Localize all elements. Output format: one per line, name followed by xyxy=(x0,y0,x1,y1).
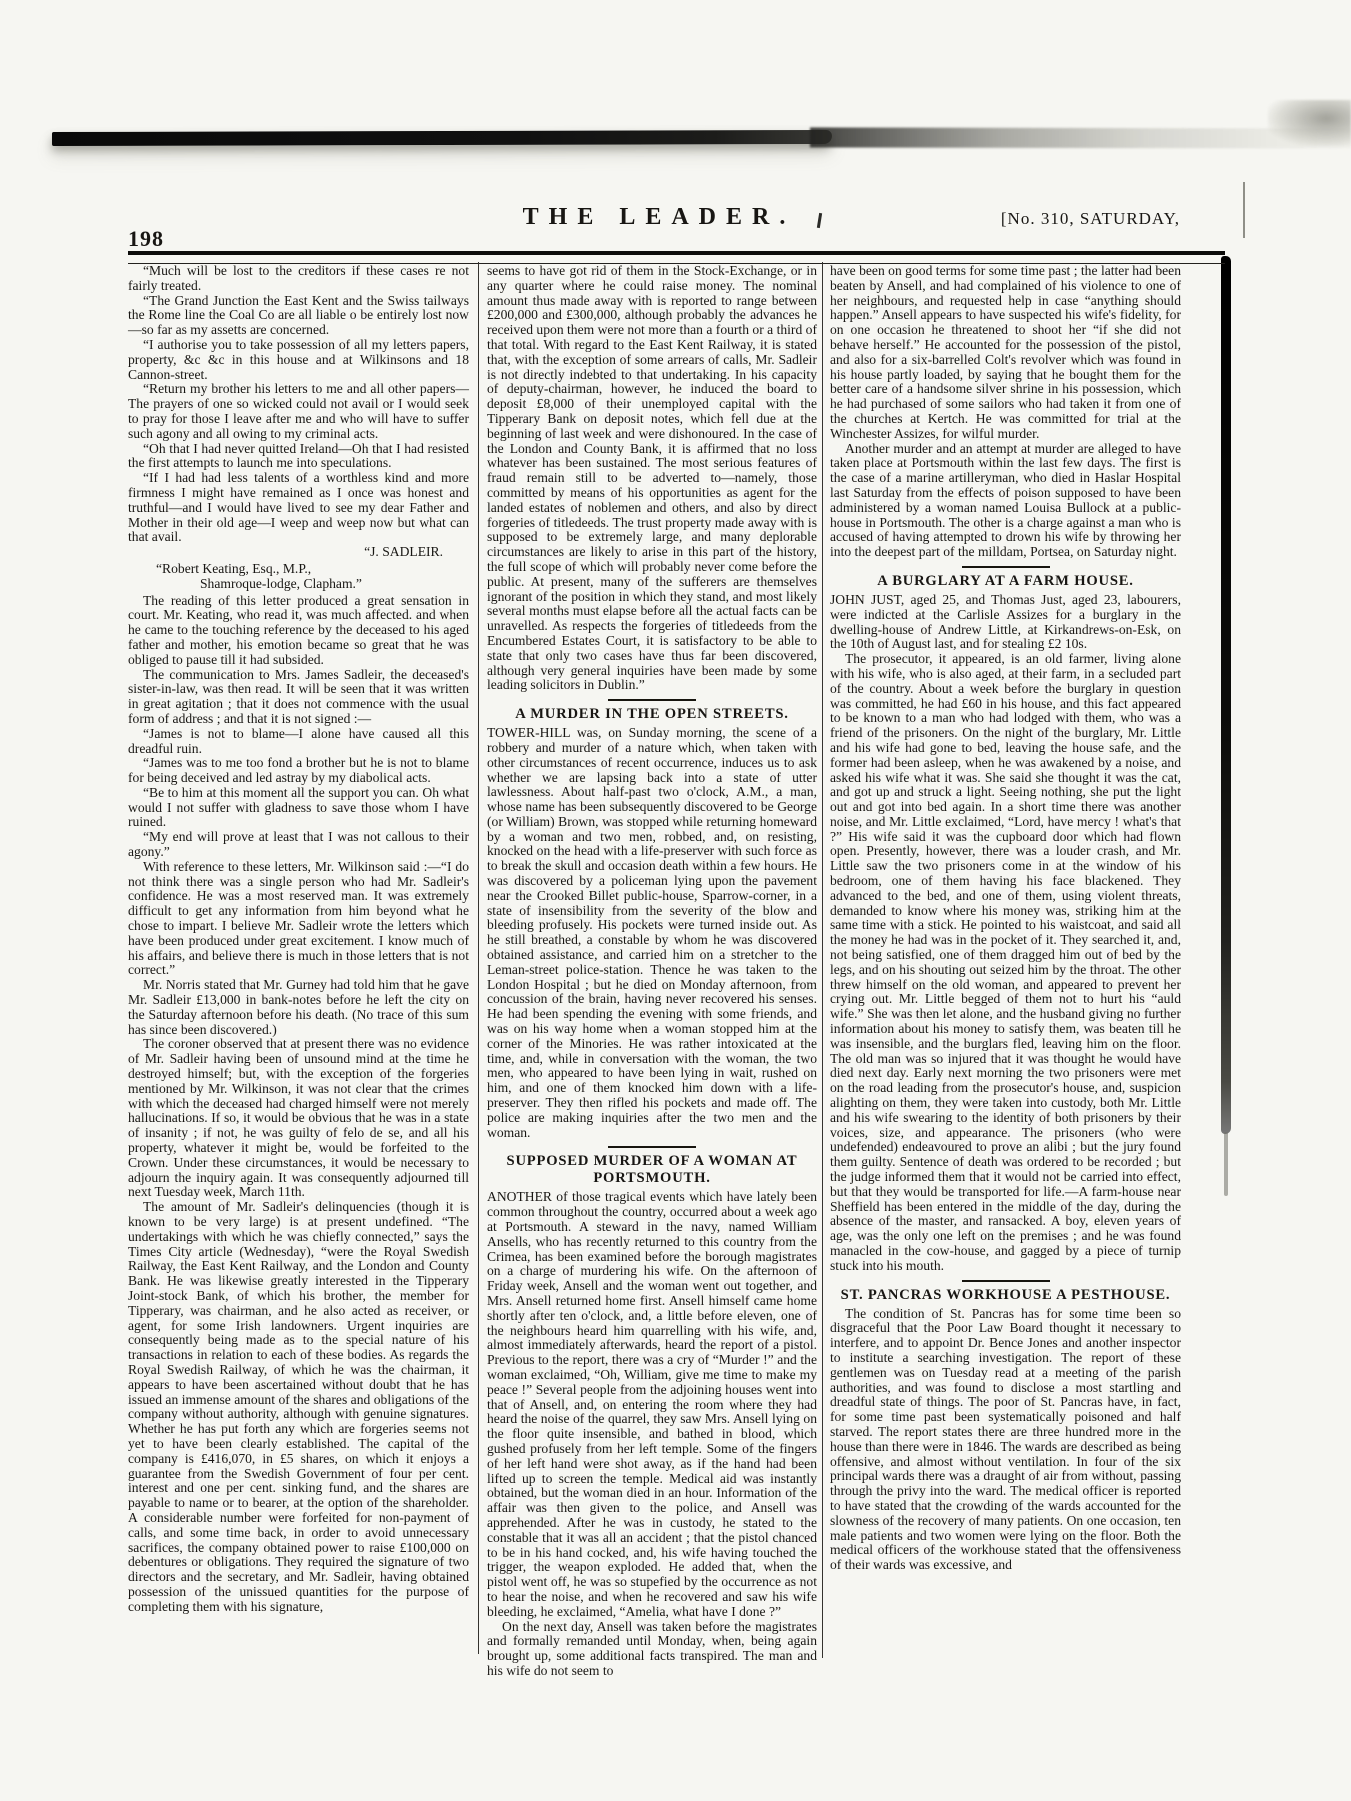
article-paragraph: “My end will prove at least that I was not callous to their agony.” xyxy=(128,829,469,860)
article-paragraph: seems to have got rid of them in the Stock-Exchange, or in any quarter where he could raise money. The nominal amount thus made away with is reported to range between £200,000 and £300,000, although probably the advances he received upon them were not more than a fourth or a third of that total. With regard to the East Kent Railway, it is stated that, with the exception of some arrears of calls, Mr. Sadleir is not directly indebted to that undertaking. In his capacity of deputy-chairman, however, he induced the board to deposit £8,000 of their unemployed capital with the Tipperary Bank on deposit notes, which fell due at the beginning of last week and were dishonoured. In the case of the London and County Bank, it is affirmed that no loss whatever has been sustained. The most serious features of fraud remain still to be adverted to—namely, those committed by means of his opportunities as agent for the landed estates of noblemen and others, and also by direct forgeries of titledeeds. The trust property made away with is supposed to be extremely large, and many deplorable circumstances are likely to arise in this part of the history, the full scope of which will probably never come before the public. At present, many of the sufferers are themselves ignorant of the position in which they stand, and most likely several months must elapse before all the actual facts can be unravelled. As respects the forgeries of titledeeds from the Encumbered Estates Court, it is satisfactory to be able to state that only two cases have thus far been discovered, although very general inquiries have been made by some leading solicitors in Dublin.” xyxy=(487,263,817,693)
article-paragraph: “Oh that I had never quitted Ireland—Oh that I had resisted the first attempts to launch me into speculations. xyxy=(128,440,469,471)
article-headline: SUPPOSED MURDER OF A WOMAN AT PORTSMOUTH. xyxy=(506,1153,798,1187)
article-paragraph: The prosecutor, it appeared, is an old farmer, living alone with his wife, who is also aged, at their farm, in a secluded part of the country. About a week before the burglary in question was committed, he had £60 in his house, and this fact appeared to be known to a man who had lodged with them, who was a friend of the prisoners. On the night of the burglary, Mr. Little and his wife had gone to bed, leaving the house safe, and the former had been asleep, when he was awakened by a noise, and asked his wife what it was. She said she thought it was the cat, and got up and struck a light. Seeing nothing, she put the light out and got into bed again. In a short time there was another noise, and Mr. Little exclaimed, “Lord, have mercy ! what's that ?” His wife said it was the cupboard door which had flown open. Presently, however, there was a louder crash, and Mr. Little saw the two prisoners come in at the window of his bedroom, one of them having his face blackened. They advanced to the bed, and one of them, using violent threats, demanded to know where his money was, striking him at the same time with a stick. He pointed to his waistcoat, and said all the money he had was in the pocket of it. They searched it, and, not being satisfied, one of them dragged him out of bed by the legs, and on his shouting out seized him by the throat. The other threw himself on the old woman, and appeared to prevent her crying out. Mr. Little begged of them not to hurt his “auld wife.” She was then let alone, and the husband giving no further information about his money to satisfy them, was beaten till he was insensible, and the burglars fled, leaving him on the floor. The old man was so injured that it was thought he would have died next day. Early next morning the two prisoners were met on the road leading from the prosecutor's house, and, suspicion alighting on them, they were taken into custody, both Mr. Little and his wife swearing to the identity of both prisoners by their voices, size, and appearance. The prisoners (who were undefended) endeavoured to prove an alibi ; but the jury found them guilty. Sentence of death was ordered to be recorded ; but the judge informed them that it would not be carried into effect, but that they would be transported for life.—A farm-house near Sheffield has been entered in the middle of the day, during the absence of the master, and ransacked. A boy, eleven years of age, was the only one left on the premises ; and he was found manacled in the cow-house, and gagged by a piece of turnip stuck into his mouth. xyxy=(830,651,1181,1273)
article-separator-rule xyxy=(962,566,1050,568)
article-paragraph: On the next day, Ansell was taken before the magistrates and formally remanded until Monday, when, being again brought up, some additional facts transpired. The man and his wife do not seem to xyxy=(487,1618,817,1678)
text-column-1 xyxy=(128,264,469,1615)
article-headline: A BURGLARY AT A FARM HOUSE. xyxy=(877,572,1134,589)
article-paragraph: JOHN JUST, aged 25, and Thomas Just, aged 23, labourers, were indicted at the Carlisle Assizes for a burglary in the dwelling-house of Andrew Little, at Kirkandrews-on-Esk, on the 10th of August last, and for stealing £2 10s. xyxy=(830,591,1181,652)
column-divider-rule-1 xyxy=(478,262,479,1654)
article-paragraph: “The Grand Junction the East Kent and the Swiss tailways the Rome line the Coal Co are all liable o be entirely lost now—so far as my assetts are concerned. xyxy=(128,292,469,338)
page-number: 198 xyxy=(128,226,164,251)
text-column-2 xyxy=(487,264,817,1679)
letter-address-line: Shamroque-lodge, Clapham.” xyxy=(200,575,362,591)
article-paragraph: “James is not to blame—I alone have caused all this dreadful ruin. xyxy=(128,725,469,756)
article-paragraph: Mr. Norris stated that Mr. Gurney had told him that he gave Mr. Sadleir £13,000 in bank-notes before he left the city on the Saturday afternoon before his death. (No trace of this sum has since been discovered.) xyxy=(128,977,469,1037)
article-headline: ST. PANCRAS WORKHOUSE A PESTHOUSE. xyxy=(840,1286,1171,1303)
issue-number-date: [No. 310, SATURDAY, xyxy=(1000,209,1180,228)
article-separator-rule xyxy=(608,699,696,701)
article-paragraph: The amount of Mr. Sadleir's delinquencies (though it is known to be very large) is at present undefined. “The undertakings with which he was chiefly connected,” says the Times City article (Wednesday), “were the Royal Swedish Railway, the East Kent Railway, and the London and County Bank. He was likewise greatly interested in the Tipperary Joint-stock Bank, of which his brother, the member for Tipperary, was chairman, and he also acted as receiver, or agent, for some Irish landowners. Urgent inquiries are consequently being made as to the special nature of his transactions in relation to each of these bodies. As regards the Royal Swedish Railway, of which he was the chairman, it appears to have been ascertained without doubt that he has issued an immense amount of the shares and obligations of the company without authority, although with genuine signatures. Whether he has put forth any which are forgeries seems not yet to have been clearly established. The capital of the company is £416,070, in £5 shares, on which it enjoys a guarantee from the Swedish Government of four per cent. interest and one per cent. sinking fund, and the shares are payable to name or to bearer, at the option of the shareholder. A considerable number were forfeited for non-payment of calls, and some time back, in order to avoid unnecessary sacrifices, the company obtained power to raise £100,000 on debentures or obligations. They required the signature of two directors and the secretary, and Mr. Sadleir, having obtained possession of the unissued quantities for the purpose of completing them with his signature, xyxy=(128,1199,469,1614)
article-paragraph: “Be to him at this moment all the support you can. Oh what would I not suffer with gladness to save those whom I have ruined. xyxy=(128,784,469,830)
article-paragraph: Another murder and an attempt at murder are alleged to have taken place at Portsmouth within the last few days. The first is the case of a marine artilleryman, who died in Haslar Hospital last Saturday from the effects of poison supposed to have been administered by a woman named Louisa Bullock at a public-house in Portsmouth. The other is a charge against a man who is accused of having attempted to drown his wife by throwing her into the deepest part of the milldam, Portsea, on Saturday night. xyxy=(830,440,1181,560)
column-divider-rule-2 xyxy=(822,262,823,1658)
scan-page-edge-streak-tail xyxy=(1224,1132,1228,1196)
article-paragraph: “James was to me too fond a brother but he is not to blame for being deceived and led astray by my diabolical acts. xyxy=(128,755,469,786)
letter-signature: “J. SADLEIR. xyxy=(364,544,443,560)
scan-smudge-band-dark xyxy=(52,130,832,146)
scan-corner-smudge xyxy=(1268,100,1351,146)
article-separator-rule xyxy=(608,1146,696,1148)
scan-margin-tick xyxy=(1243,182,1245,238)
article-paragraph: The condition of St. Pancras has for some time been so disgraceful that the Poor Law Board thought it necessary to interfere, and to appoint Dr. Bence Jones and another inspector to institute a searching investigation. The report of these gentlemen was on Tuesday read at a meeting of the parish authorities, and was found to disclose a most startling and dreadful state of things. The poor of St. Pancras have, in fact, for some time past been systematically poisoned and half starved. The report states there are three hundred more in the house than there were in 1846. The wards are described as being offensive, and almost without ventilation. In four of the six principal wards there was a draught of air from without, passing through the privy into the ward. The medical officer is reported to have stated that the crowding of the wards accounted for the slowness of the recovery of many patients. On one occasion, ten male patients and two women were lying on the floor. Both the medical officers of the workhouse stated that the offensiveness of their wards was excessive, and xyxy=(830,1305,1181,1573)
article-paragraph: The communication to Mrs. James Sadleir, the deceased's sister-in-law, was then read. It will be seen that it was written in great agitation ; that it does not commence with the usual form of address ; and that it is not signed :— xyxy=(128,666,469,726)
article-paragraph: “Return my brother his letters to me and all other papers—The prayers of one so wicked could not avail or I would seek to pray for those I leave after me and who will have to suffer such agony and all owing to my criminal acts. xyxy=(128,381,469,441)
article-paragraph: “I authorise you to take possession of all my letters papers, property, &c &c in this house and at Wilkinsons and 18 Cannon-street. xyxy=(128,336,469,382)
article-paragraph: “If I had had less talents of a worthless kind and more firmness I might have remained as I once was honest and truthful—and I would have lived to see my dear Father and Mother in their old age—I weep and weep now but what can that avail. xyxy=(128,470,469,545)
scan-page-edge-streak xyxy=(1221,256,1231,1134)
article-paragraph: “Much will be lost to the creditors if these cases re not fairly treated. xyxy=(128,263,469,293)
article-paragraph: have been on good terms for some time past ; the latter had been beaten by Ansell, and had complained of his violence to one of her neighbours, and requested help in case “anything should happen.” Ansell appears to have suspected his wife's fidelity, for on one occasion he threatened to shoot her “if she did not behave herself.” He accounted for the possession of the pistol, and also for a six-barrelled Colt's revolver which was found in his house partly loaded, by saying that he bought them for the better care of a handsome silver shrine in his possession, which he had purchased of some sailors who had taken it from one of the churches at Kertch. He was committed for trial at the Winchester Assizes, for wilful murder. xyxy=(830,263,1181,441)
article-separator-rule xyxy=(962,1280,1050,1282)
article-headline: A MURDER IN THE OPEN STREETS. xyxy=(515,706,789,723)
masthead-title: THE LEADER. xyxy=(522,204,796,230)
article-paragraph: The reading of this letter produced a great sensation in court. Mr. Keating, who read it, was much affected. and when he came to the touching reference by the deceased to his aged father and mother, his emotion became so great that he was obliged to pause till it had subsided. xyxy=(128,592,469,667)
article-paragraph: TOWER-HILL was, on Sunday morning, the scene of a robbery and murder of a nature which, when taken with other circumstances of recent occurrence, induces us to ask whether we are lapsing back into a state of utter lawlessness. About half-past two o'clock, A.M., a man, whose name has been subsequently discovered to be George (or William) Brown, was stopped while returning homeward by a woman and two men, robbed, and, on resisting, knocked on the head with a life-preserver with such force as to break the skull and occasion death within a few hours. He was discovered by a policeman lying upon the pavement near the Crooked Billet public-house, Sparrow-corner, in a state of insensibility from the severity of the blow and bleeding profusely. His pockets were turned inside out. As he still breathed, a constable by whom he was discovered obtained assistance, and carried him on a stretcher to the Leman-street police-station. Thence he was taken to the London Hospital ; but he died on Monday afternoon, from concussion of the brain, having never recovered his senses. He had been spending the evening with some friends, and was on his way home when a woman stopped him at the corner of the Minories. He was rather intoxicated at the time, and, while in conversation with the woman, the two men, who appeared to have been lying in wait, rushed on him, and one of them knocked him down with a life-preserver. They then rifled his pockets and made off. The police are making inquiries after the two men and the woman. xyxy=(487,725,817,1140)
article-paragraph: The coroner observed that at present there was no evidence of Mr. Sadleir having been of unsound mind at the time he destroyed himself; but, with the exception of the forgeries mentioned by Mr. Wilkinson, it was not clear that the crimes with which the deceased had charged himself were not merely hallucinations. If so, it would be obvious that he was in a state of insanity ; if not, he was guilty of felo de se, and all his property, whatever it might be, would be forfeited to the Crown. Under these circumstances, it would be necessary to adjourn the inquiry again. It was consequently adjourned till next Tuesday week, March 11th. xyxy=(128,1036,469,1200)
text-column-3 xyxy=(830,264,1181,1573)
article-paragraph: With reference to these letters, Mr. Wilkinson said :—“I do not think there was a single person who had Mr. Sadleir's confidence. He was a most reserved man. It was extremely difficult to get any information from him beyond what he chose to impart. I believe Mr. Sadleir wrote the letters which have been produced under great excitement. I know much of his affairs, and believe there is much in those letters that is not correct.” xyxy=(128,858,469,978)
article-paragraph: ANOTHER of those tragical events which have lately been common throughout the country, occurred about a week ago at Portsmouth. A steward in the navy, named William Ansells, who has recently returned to this country from the Crimea, has been examined before the borough magistrates on a charge of murdering his wife. On the afternoon of Friday week, Ansell and the woman went out together, and Mrs. Ansell returned home first. Ansell himself came home shortly after ten o'clock, and, a little before eleven, one of the neighbours heard him quarrelling with his wife, and, almost immediately afterwards, heard the report of a pistol. Previous to the report, there was a cry of “Murder !” and the woman exclaimed, “Oh, William, give me time to make my peace !” Several people from the adjoining houses went into that of Ansell, and, on entering the room where they had heard the noise of the quarrel, they saw Mrs. Ansell lying on the floor quite insensible, and bathed in blood, which gushed profusely from her left temple. Some of the fingers of her left hand were shot away, as if the hand had been lifted up to screen the temple. Medical aid was instantly obtained, but the woman died in an hour. Information of the affair was then given to the police, and Ansell was apprehended. After he was in custody, he stated to the constable that it was all an accident ; that the pistol chanced to be in his hand cocked, and, his wife having touched the trigger, the weapon exploded. He added that, when the pistol went off, he was so stupefied by the occurrence as not to hear the noise, and when he recovered and saw his wife bleeding, he exclaimed, “Amelia, what have I done ?” xyxy=(487,1189,817,1619)
letter-address-line: “Robert Keating, Esq., M.P., xyxy=(156,560,312,576)
